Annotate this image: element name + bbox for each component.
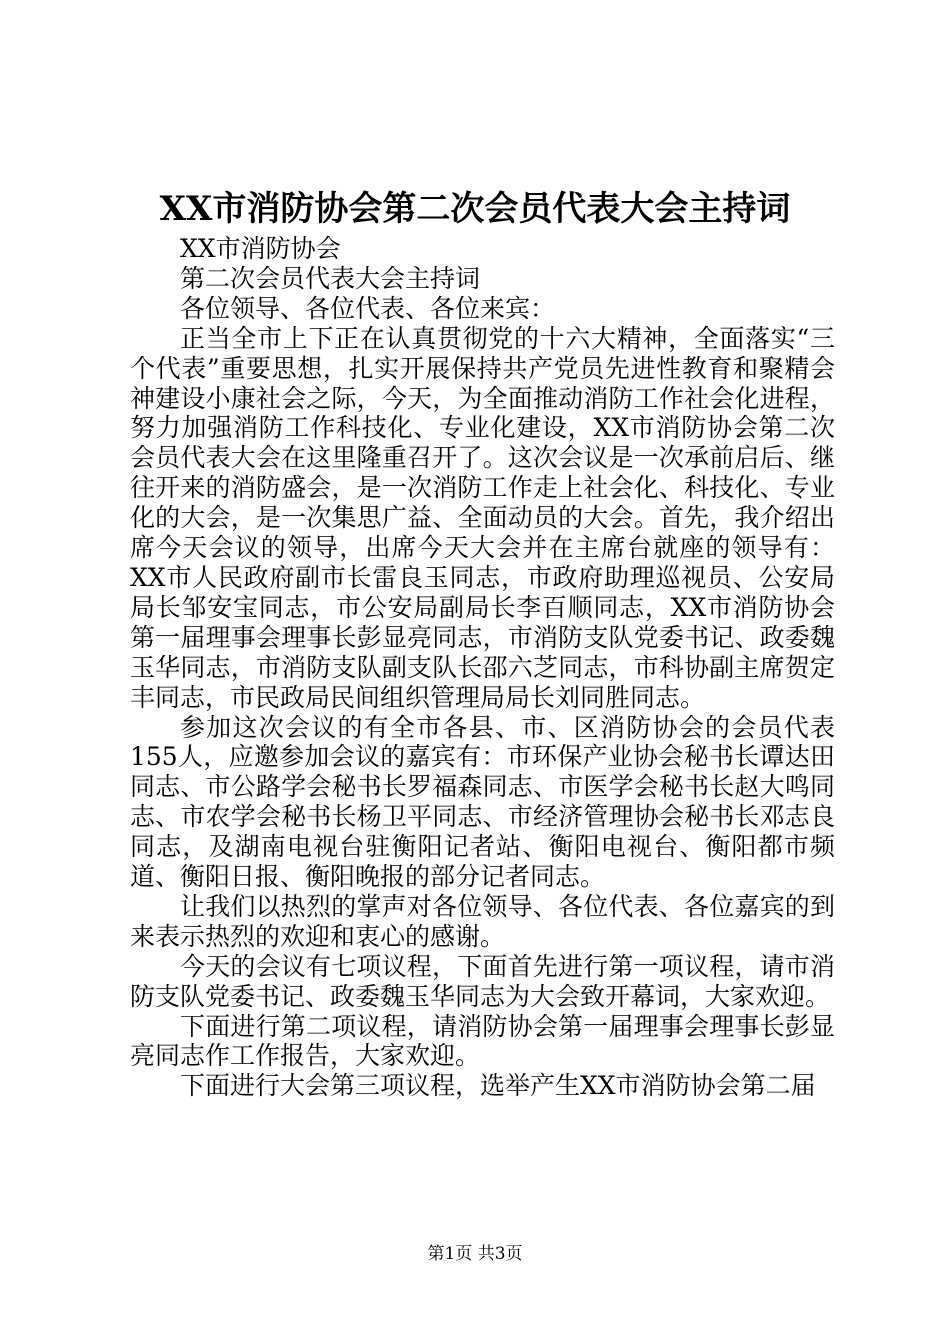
paragraph-opening: 正当全市上下正在认真贯彻党的十六大精神，全面落实“三个代表”重要思想，扎实开展保持共产党员先进性教育和聚精会神建设小康社会之际，今天，为全面推动消防工作社会化进程，努力加强消防工作科技化、专业化建设，XX市消防协会第二次会员代表大会在这里隆重召开了。这次会议是一次承前启后、继往开来的消防盛会，是一次消防工作走上社会化、科技化、专业化的大会，是一次集思广益、全面动员的大会。首先，我介绍出席今天会议的领导，出席今天大会并在主席台就座的领导有：XX市人民政府副市长雷良玉同志，市政府助理巡视员、公安局局长邹安宝同志，市公安局副局长李百顺同志，XX市消防协会第一届理事会理事长彭显亮同志，市消防支队党委书记、政委魏玉华同志，市消防支队副支队长邵六芝同志，市科协副主席贺定丰同志，市民政局民间组织管理局局长刘同胜同志。 bbox=[130, 323, 835, 712]
document-title: XX市消防协会第二次会员代表大会主持词 bbox=[159, 189, 791, 229]
paragraph-welcome: 让我们以热烈的掌声对各位领导、各位代表、各位嘉宾的到来表示热烈的欢迎和衷心的感谢。 bbox=[130, 891, 835, 951]
paragraph-attendees: 参加这次会议的有全市各县、市、区消防协会的会员代表155人，应邀参加会议的嘉宾有：市环保产业协会秘书长谭达田同志、市公路学会秘书长罗福森同志、市医学会秘书长赵大鸣同志、市农学会秘书长杨卫平同志、市经济管理协会秘书长邓志良同志，及湖南电视台驻衡阳记者站、衡阳电视台、衡阳都市频道、衡阳日报、衡阳晚报的部分记者同志。 bbox=[130, 712, 835, 892]
paragraph-agenda-3: 下面进行大会第三项议程，选举产生XX市消防协会第二届 bbox=[180, 1071, 816, 1101]
paragraph-salutation: 各位领导、各位代表、各位来宾： bbox=[180, 293, 556, 323]
paragraph-agenda-1: 今天的会议有七项议程，下面首先进行第一项议程，请市消防支队党委书记、政委魏玉华同志为大会致开幕词，大家欢迎。 bbox=[130, 951, 835, 1011]
page-number-footer: 第1页 共3页 bbox=[427, 1244, 523, 1264]
paragraph-agenda-2: 下面进行第二项议程，请消防协会第一届理事会理事长彭显亮同志作工作报告，大家欢迎。 bbox=[130, 1011, 835, 1071]
paragraph-org-name: XX市消防协会 bbox=[180, 234, 341, 263]
paragraph-subtitle: 第二次会员代表大会主持词 bbox=[180, 263, 481, 293]
document-body bbox=[130, 234, 835, 1101]
